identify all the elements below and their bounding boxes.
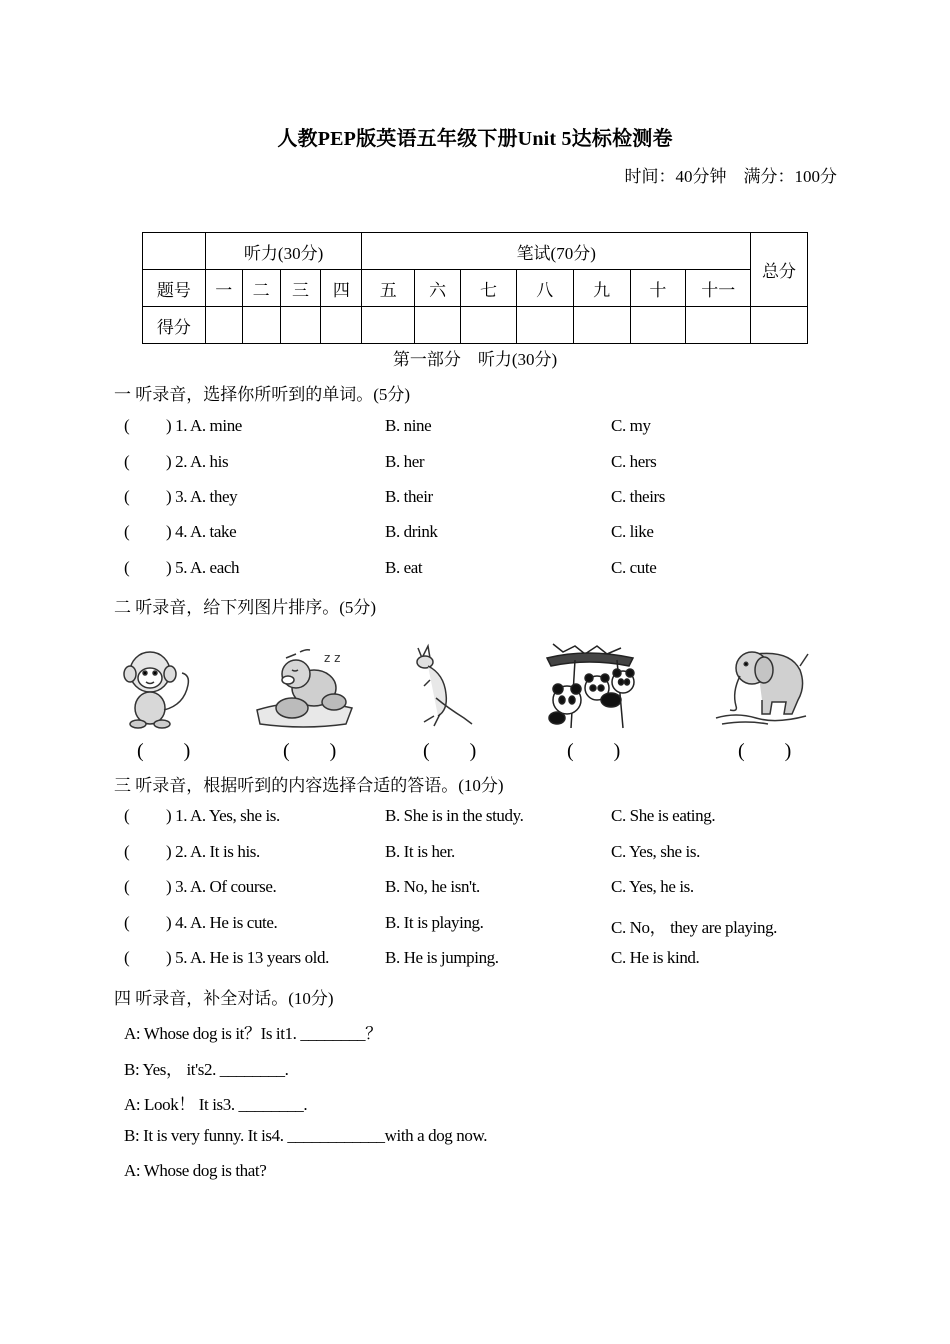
score-cell[interactable] bbox=[573, 307, 630, 344]
option-b: B. their bbox=[385, 487, 433, 506]
question-row bbox=[124, 558, 844, 588]
score-label: 得分 bbox=[143, 307, 206, 344]
answer-paren[interactable]: ( bbox=[124, 948, 130, 967]
option-a: ) 1. A. mine bbox=[166, 416, 242, 435]
option-a: ) 5. A. He is 13 years old. bbox=[166, 948, 329, 967]
option-a: ) 2. A. his bbox=[166, 452, 229, 471]
option-b: B. It is playing. bbox=[385, 913, 484, 932]
answer-paren[interactable]: ( bbox=[124, 806, 130, 825]
option-a: ) 4. A. He is cute. bbox=[166, 913, 278, 932]
time-limit: 时间：40分钟 bbox=[624, 167, 727, 186]
score-cell[interactable] bbox=[362, 307, 415, 344]
score-cell[interactable] bbox=[686, 307, 751, 344]
option-c: C. theirs bbox=[611, 487, 666, 506]
page-title: 人教PEP版英语五年级下册Unit 5达标检测卷 bbox=[277, 128, 673, 150]
listening-header: 听力(30分) bbox=[205, 233, 362, 270]
dialogue-line: B: Yes， it's2. ________. bbox=[124, 1060, 289, 1079]
score-cell[interactable] bbox=[280, 307, 321, 344]
score-cell[interactable] bbox=[242, 307, 280, 344]
table-cell-number: 五 bbox=[362, 270, 415, 307]
pandas-icon bbox=[545, 640, 637, 732]
question-row bbox=[124, 806, 844, 836]
question-row bbox=[124, 913, 844, 943]
answer-paren[interactable]: ( bbox=[124, 452, 130, 471]
answer-paren[interactable]: ( bbox=[124, 416, 130, 435]
score-cell[interactable] bbox=[461, 307, 517, 344]
order-blank[interactable]: ( ) bbox=[423, 740, 477, 762]
question-row bbox=[124, 948, 844, 978]
option-c: C. cute bbox=[611, 558, 657, 577]
order-blank[interactable]: ( ) bbox=[738, 740, 792, 762]
table-cell-number: 六 bbox=[415, 270, 461, 307]
total-header: 总分 bbox=[751, 233, 808, 307]
score-cell[interactable] bbox=[205, 307, 242, 344]
order-blank[interactable]: ( ) bbox=[567, 740, 621, 762]
option-b: B. eat bbox=[385, 558, 423, 577]
answer-paren[interactable]: ( bbox=[124, 487, 130, 506]
option-b: B. nine bbox=[385, 416, 432, 435]
section2-title: 二 听录音，给下列图片排序。(5分) bbox=[114, 598, 377, 617]
order-blank[interactable]: ( ) bbox=[137, 740, 191, 762]
score-cell[interactable] bbox=[516, 307, 573, 344]
option-a: ) 3. A. Of course. bbox=[166, 877, 277, 896]
svg-text:z z: z z bbox=[324, 651, 341, 665]
question-row bbox=[124, 416, 844, 446]
question-row bbox=[124, 842, 844, 872]
table-cell-number: 二 bbox=[242, 270, 280, 307]
writing-header: 笔试(70分) bbox=[362, 233, 751, 270]
score-cell[interactable] bbox=[321, 307, 362, 344]
question-no-label: 题号 bbox=[143, 270, 206, 307]
score-table bbox=[142, 232, 808, 344]
question-row bbox=[124, 877, 844, 907]
option-c: C. She is eating. bbox=[611, 806, 716, 825]
option-a: ) 2. A. It is his. bbox=[166, 842, 260, 861]
option-c: C. hers bbox=[611, 452, 657, 471]
score-cell[interactable] bbox=[630, 307, 686, 344]
option-a: ) 5. A. each bbox=[166, 558, 240, 577]
section1-title: 一 听录音，选择你所听到的单词。(5分) bbox=[114, 385, 411, 404]
option-b: B. He is jumping. bbox=[385, 948, 499, 967]
part1-title: 第一部分 听力(30分) bbox=[392, 350, 558, 369]
answer-paren[interactable]: ( bbox=[124, 842, 130, 861]
section3-title: 三 听录音，根据听到的内容选择合适的答语。(10分) bbox=[114, 776, 504, 795]
table-cell-number: 一 bbox=[205, 270, 242, 307]
table-cell-number: 四 bbox=[321, 270, 362, 307]
option-c: C. No， they are playing. bbox=[611, 918, 778, 937]
table-cell-number: 十一 bbox=[686, 270, 751, 307]
answer-paren[interactable]: ( bbox=[124, 877, 130, 896]
question-row bbox=[124, 487, 844, 517]
elephant-icon bbox=[712, 640, 812, 728]
option-a: ) 4. A. take bbox=[166, 522, 237, 541]
option-c: C. Yes, he is. bbox=[611, 877, 694, 896]
option-c: C. He is kind. bbox=[611, 948, 700, 967]
table-cell-number: 十 bbox=[630, 270, 686, 307]
option-c: C. my bbox=[611, 416, 651, 435]
option-a: ) 1. A. Yes, she is. bbox=[166, 806, 280, 825]
table-cell-number: 九 bbox=[573, 270, 630, 307]
score-cell[interactable] bbox=[415, 307, 461, 344]
dialogue-line: B: It is very funny. It is4. ____________with a dog now. bbox=[124, 1126, 488, 1145]
option-b: B. her bbox=[385, 452, 425, 471]
order-blank[interactable]: ( ) bbox=[283, 740, 337, 762]
answer-paren[interactable]: ( bbox=[124, 558, 130, 577]
monkey-icon bbox=[120, 640, 202, 730]
option-c: C. Yes, she is. bbox=[611, 842, 700, 861]
option-b: B. No, he isn't. bbox=[385, 877, 480, 896]
option-b: B. It is her. bbox=[385, 842, 455, 861]
table-cell-number: 八 bbox=[516, 270, 573, 307]
section4-title: 四 听录音，补全对话。(10分) bbox=[114, 989, 334, 1008]
table-cell-number: 七 bbox=[461, 270, 517, 307]
exam-meta bbox=[625, 162, 838, 187]
option-b: B. drink bbox=[385, 522, 438, 541]
sleeping-bear-icon bbox=[252, 640, 357, 730]
option-a: ) 3. A. they bbox=[166, 487, 238, 506]
dialogue-line: A: Whose dog is that? bbox=[124, 1161, 267, 1180]
question-row bbox=[124, 522, 844, 552]
kangaroo-icon bbox=[408, 640, 478, 730]
option-b: B. She is in the study. bbox=[385, 806, 524, 825]
question-row bbox=[124, 452, 844, 482]
full-score: 满分：100分 bbox=[743, 167, 837, 186]
option-c: C. like bbox=[611, 522, 654, 541]
dialogue-line: A: Look！ It is3. ________. bbox=[124, 1095, 308, 1114]
answer-paren[interactable]: ( bbox=[124, 913, 130, 932]
answer-paren[interactable]: ( bbox=[124, 522, 130, 541]
table-cell-number: 三 bbox=[280, 270, 321, 307]
dialogue-line: A: Whose dog is it？Is it1. ________？ bbox=[124, 1024, 382, 1043]
score-cell[interactable] bbox=[751, 307, 808, 344]
